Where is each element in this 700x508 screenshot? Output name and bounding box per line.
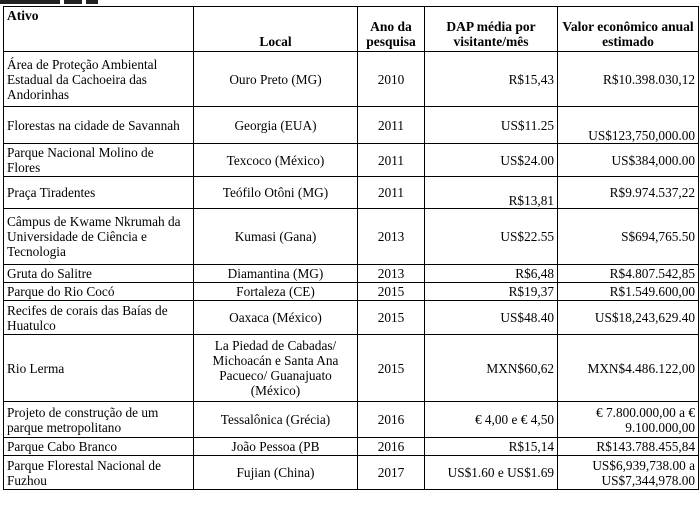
valuation-table bbox=[3, 6, 699, 490]
cell-dap: R$13,81 bbox=[425, 177, 558, 209]
cell-ativo: Recifes de corais das Baías de Huatulco bbox=[4, 301, 194, 335]
table-row bbox=[4, 209, 699, 265]
cell-ativo: Projeto de construção de um parque metropolitano bbox=[4, 402, 194, 438]
cell-ano: 2013 bbox=[358, 209, 425, 265]
cell-local: Tessalônica (Grécia) bbox=[194, 402, 358, 438]
cell-ano: 2013 bbox=[358, 265, 425, 283]
header-ano: Ano da pesquisa bbox=[358, 7, 425, 52]
cell-ativo: Rio Lerma bbox=[4, 335, 194, 402]
cell-local: La Piedad de Cabadas/ Michoacán e Santa Ana Pacueco/ Guanajuato (México) bbox=[194, 335, 358, 402]
table-row bbox=[4, 107, 699, 144]
cell-ano: 2015 bbox=[358, 301, 425, 335]
cell-dap: MXN$60,62 bbox=[425, 335, 558, 402]
header-dap: DAP média por visitante/mês bbox=[425, 7, 558, 52]
cell-ano: 2011 bbox=[358, 177, 425, 209]
cell-valor: US$123,750,000.00 bbox=[558, 107, 699, 144]
table-row bbox=[4, 265, 699, 283]
table-row bbox=[4, 402, 699, 438]
cell-local: João Pessoa (PB bbox=[194, 438, 358, 456]
cell-valor: R$1.549.600,00 bbox=[558, 283, 699, 301]
cell-dap: US$1.60 e US$1.69 bbox=[425, 456, 558, 490]
cell-ano: 2015 bbox=[358, 335, 425, 402]
cell-local: Georgia (EUA) bbox=[194, 107, 358, 144]
cell-valor: R$10.398.030,12 bbox=[558, 52, 699, 107]
table-row bbox=[4, 301, 699, 335]
cell-local: Fortaleza (CE) bbox=[194, 283, 358, 301]
cell-ano: 2017 bbox=[358, 456, 425, 490]
cell-dap: US$22.55 bbox=[425, 209, 558, 265]
cell-ativo: Praça Tiradentes bbox=[4, 177, 194, 209]
cell-dap: R$19,37 bbox=[425, 283, 558, 301]
cell-valor: S$694,765.50 bbox=[558, 209, 699, 265]
cell-ativo: Parque Florestal Nacional de Fuzhou bbox=[4, 456, 194, 490]
cell-local: Texcoco (México) bbox=[194, 144, 358, 177]
cell-local: Teófilo Otôni (MG) bbox=[194, 177, 358, 209]
cell-valor: R$143.788.455,84 bbox=[558, 438, 699, 456]
cell-valor: R$4.807.542,85 bbox=[558, 265, 699, 283]
table-row bbox=[4, 438, 699, 456]
cell-ativo: Florestas na cidade de Savannah bbox=[4, 107, 194, 144]
cell-ano: 2011 bbox=[358, 144, 425, 177]
header-ativo: Ativo bbox=[4, 7, 194, 52]
cell-ativo: Parque Cabo Branco bbox=[4, 438, 194, 456]
cell-ativo: Câmpus de Kwame Nkrumah da Universidade de Ciência e Tecnologia bbox=[4, 209, 194, 265]
cell-dap: R$6,48 bbox=[425, 265, 558, 283]
cell-valor: € 7.800.000,00 a € 9.100.000,00 bbox=[558, 402, 699, 438]
cell-ano: 2011 bbox=[358, 107, 425, 144]
table-row bbox=[4, 177, 699, 209]
cell-dap: R$15,14 bbox=[425, 438, 558, 456]
cell-ano: 2016 bbox=[358, 438, 425, 456]
cell-valor: US$6,939,738.00 a US$7,344,978.00 bbox=[558, 456, 699, 490]
cell-dap: R$15,43 bbox=[425, 52, 558, 107]
cell-dap: US$24.00 bbox=[425, 144, 558, 177]
header-local: Local bbox=[194, 7, 358, 52]
cell-ativo: Parque Nacional Molino de Flores bbox=[4, 144, 194, 177]
cell-local: Fujian (China) bbox=[194, 456, 358, 490]
cell-local: Diamantina (MG) bbox=[194, 265, 358, 283]
header-row bbox=[4, 7, 699, 52]
cell-valor: US$384,000.00 bbox=[558, 144, 699, 177]
table-row bbox=[4, 456, 699, 490]
cell-ano: 2016 bbox=[358, 402, 425, 438]
cell-dap: US$11.25 bbox=[425, 107, 558, 144]
cell-ativo: Área de Proteção Ambiental Estadual da Cachoeira das Andorinhas bbox=[4, 52, 194, 107]
cell-local: Oaxaca (México) bbox=[194, 301, 358, 335]
cell-local: Kumasi (Gana) bbox=[194, 209, 358, 265]
table-row bbox=[4, 283, 699, 301]
cell-ativo: Parque do Rio Cocó bbox=[4, 283, 194, 301]
cell-ativo: Gruta do Salitre bbox=[4, 265, 194, 283]
table-row bbox=[4, 52, 699, 107]
cell-valor: MXN$4.486.122,00 bbox=[558, 335, 699, 402]
cell-ano: 2010 bbox=[358, 52, 425, 107]
header-valor: Valor econômico anual estimado bbox=[558, 7, 699, 52]
table-row bbox=[4, 144, 699, 177]
cell-valor: US$18,243,629.40 bbox=[558, 301, 699, 335]
table-row bbox=[4, 335, 699, 402]
cell-local: Ouro Preto (MG) bbox=[194, 52, 358, 107]
cell-dap: US$48.40 bbox=[425, 301, 558, 335]
cell-valor: R$9.974.537,22 bbox=[558, 177, 699, 209]
cell-dap: € 4,00 e € 4,50 bbox=[425, 402, 558, 438]
cell-ano: 2015 bbox=[358, 283, 425, 301]
